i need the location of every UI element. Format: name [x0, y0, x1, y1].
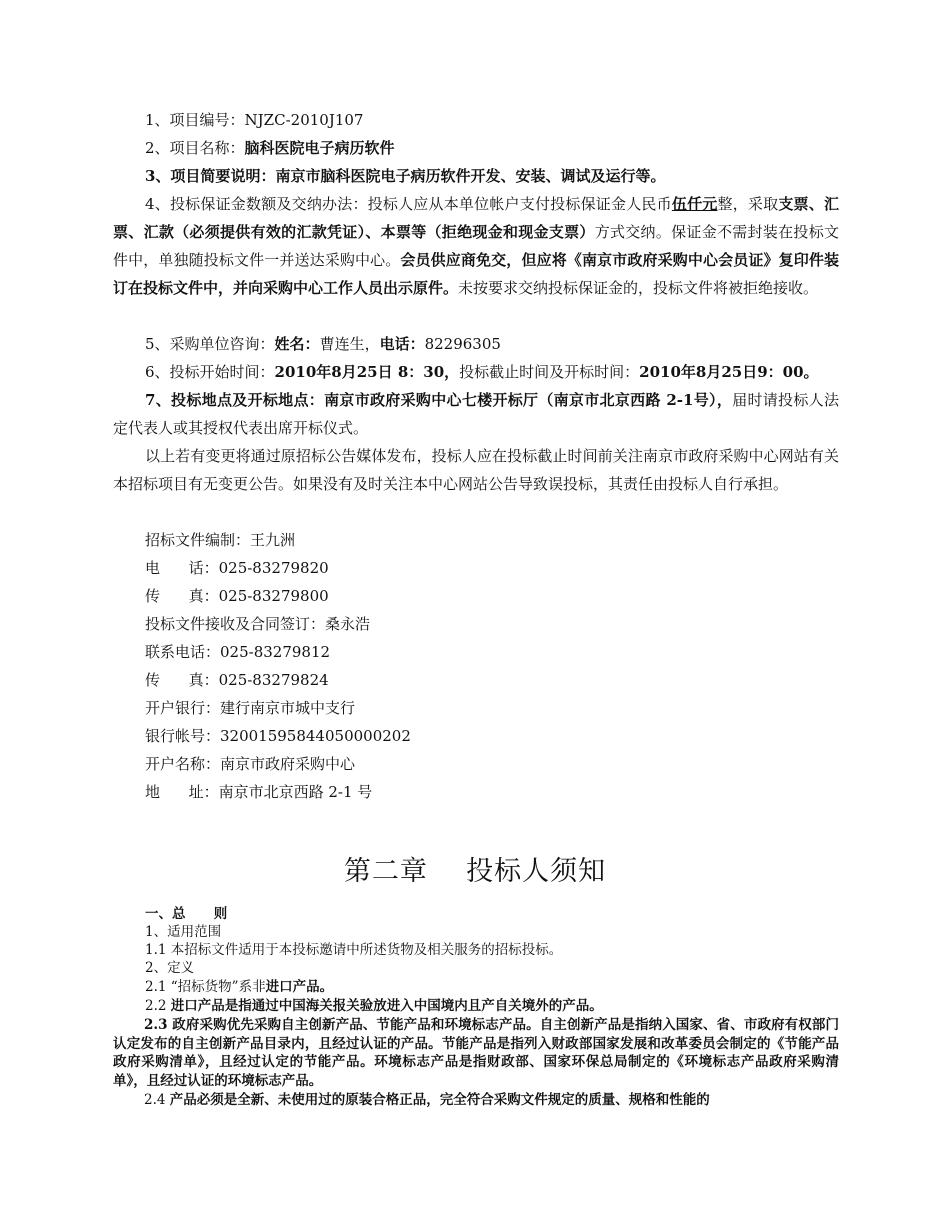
- contact-line: 银行帐号：32001595844050000202: [145, 727, 411, 745]
- item-label: 2、项目名称：: [145, 139, 245, 157]
- deposit-text: 未按要求交纳投标保证金的，投标文件将被拒绝接收。: [458, 279, 819, 297]
- item-label: 7、投标地点及开标地点：: [145, 391, 325, 409]
- deposit-text: 整，采取: [717, 195, 779, 213]
- clause-2-2: [145, 997, 871, 1016]
- clause-number: 2.4: [144, 1092, 170, 1108]
- item-bid-location: [113, 386, 839, 442]
- deposit-methods: 支票、汇票、汇款（必须提供有效的汇款凭证）、本票等（拒绝现金和现金支票）: [113, 195, 839, 241]
- clause-emphasis: 进口产品是指通过中国海关报关验放进入中国境内且产自关境外的产品。: [170, 998, 603, 1014]
- bid-end-time: 2010年8月25日9：00。: [639, 363, 819, 381]
- bid-location-note: 届时请投标人法定代表人或其授权代表出席开标仪式。: [113, 391, 839, 437]
- deposit-amount: 伍仟元: [671, 195, 718, 213]
- contact-line: 传 真：025-83279800: [145, 587, 329, 605]
- contact-line: 地 址：南京市北京西路 2-1 号: [145, 783, 373, 801]
- clause-2-1: [145, 978, 871, 997]
- item-label: 6、投标开始时间：: [145, 363, 275, 381]
- clause-emphasis: 进口产品。: [265, 979, 334, 995]
- tel-label: 电话：: [379, 335, 425, 353]
- section-heading: 一、总 则: [145, 906, 228, 922]
- item-project-name: [113, 134, 839, 162]
- clause-number: 2.2: [145, 998, 171, 1014]
- member-exemption: 会员供应商免交，但应将《南京市政府采购中心会员证》复印件装订在投标文件中，并向采购中心工作人员出示原件。: [113, 251, 839, 297]
- bid-location: 南京市政府采购中心七楼开标厅（南京市北京西路 2-1号），: [324, 391, 733, 409]
- contact-line: 开户名称：南京市政府采购中心: [145, 755, 356, 773]
- item-label: 5、采购单位咨询：: [145, 335, 275, 353]
- change-notice: 以上若有变更将通过原招标公告媒体发布，投标人应在投标截止时间前关注南京市政府采购中心网站有关本招标项目有无变更公告。如果没有及时关注本中心网站公告导致误投标，其责任由投标人自行承担。: [113, 447, 839, 493]
- deposit-text: 4、投标保证金数额及交纳办法：投标人应从本单位帐户支付投标保证金人民币: [145, 195, 672, 213]
- item-project-number: [113, 106, 839, 134]
- name-label: 姓名：: [274, 335, 320, 353]
- item-bid-times: [113, 358, 839, 386]
- clause-emphasis: 产品必须是全新、未使用过的原装合格正品，完全符合采购文件规定的质量、规格和性能的: [169, 1092, 710, 1108]
- chapter-title: 第二章 投标人须知: [343, 856, 607, 887]
- project-number: NJZC-2010J107: [244, 111, 364, 129]
- item-label: 投标截止时间及开标时间：: [459, 363, 640, 381]
- contact-line: 传 真：025-83279824: [145, 671, 329, 689]
- contact-line: 开户银行：建行南京市城中支行: [145, 699, 356, 717]
- item-project-description: [113, 162, 839, 190]
- subsection-heading: 1、适用范围: [145, 924, 222, 940]
- item-label: 1、项目编号：: [145, 111, 245, 129]
- project-description: 南京市脑科医院电子病历软件开发、安装、调试及运行等。: [275, 167, 666, 185]
- deposit-text: 方式交纳。保证金不需封装在投标文件中，单独随投标文件一并送达采购中心。: [113, 223, 839, 269]
- project-name: 脑科医院电子病历软件: [244, 139, 395, 157]
- clause-2-4: [113, 1091, 839, 1110]
- clause-1-1: 1.1 本招标文件适用于本投标邀请中所述货物及相关服务的招标投标。: [145, 942, 563, 958]
- item-label: 3、项目简要说明：: [145, 167, 276, 185]
- contact-tel: 82296305: [424, 335, 501, 353]
- contact-line: 联系电话：025-83279812: [145, 643, 331, 661]
- item-purchaser-contact: [113, 330, 839, 358]
- item-deposit: [113, 190, 839, 302]
- subsection-heading: 2、定义: [145, 960, 195, 976]
- contact-line: 招标文件编制：王九洲: [145, 531, 296, 549]
- bid-start-time: 2010年8月25日 8：30，: [274, 363, 460, 381]
- contact-line: 投标文件接收及合同签订：桑永浩: [145, 615, 371, 633]
- clause-text: 2.1 “招标货物”系非: [145, 979, 266, 995]
- contact-line: 电 话：025-83279820: [145, 559, 329, 577]
- clause-2-3: 2.3 政府采购优先采购自主创新产品、节能产品和环境标志产品。自主创新产品是指纳入国家、省、市政府有权部门认定发布的自主创新产品目录内，且经过认证的产品。节能产品是指列入财政部国家发展和改革委员会制定的《节能产品政府采购清单》，且经过认定的节能产品。环境标志产品是指财政部、国家环保总局制定的《环境标志产品政府采购清单》，且经过认证的环境标志产品。: [113, 1017, 839, 1089]
- contact-name: 曹连生，: [319, 335, 380, 353]
